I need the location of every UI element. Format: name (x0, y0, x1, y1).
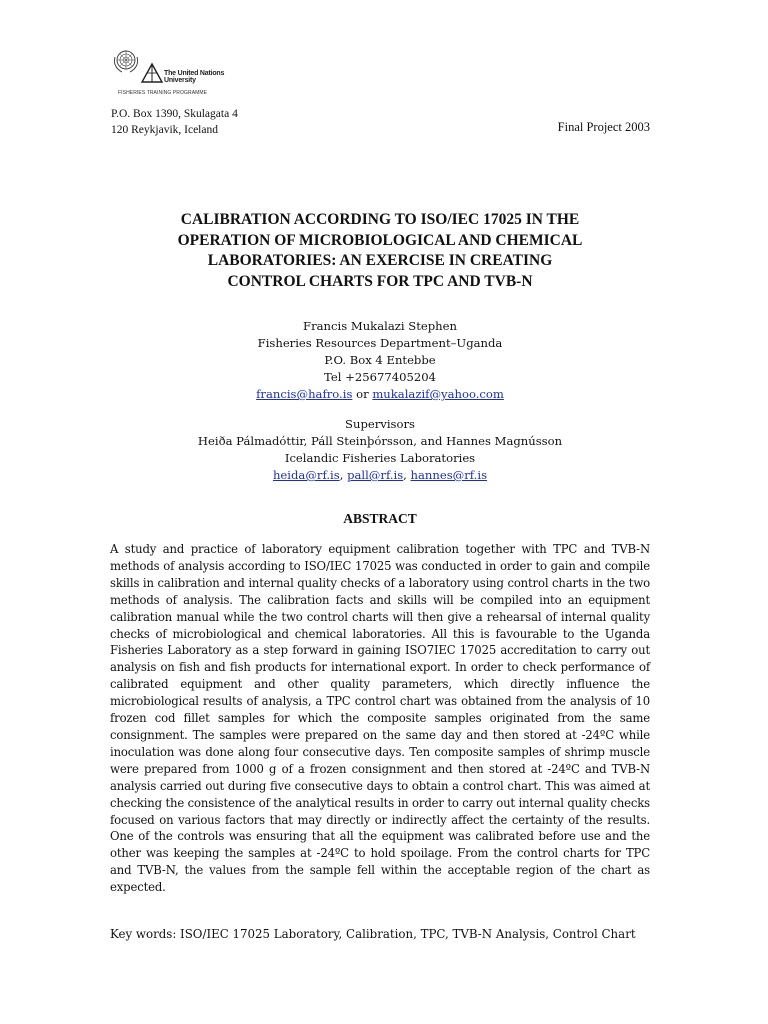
logo-org-name: The United Nations University (164, 70, 225, 84)
author-email-link-1[interactable]: francis@hafro.is (256, 387, 353, 401)
address-line-2: 120 Reykjavik, Iceland (111, 124, 218, 136)
author-block (110, 318, 650, 403)
supervisors-block (110, 416, 650, 484)
unu-ftp-logo (112, 48, 242, 100)
author-phone: Tel +25677405204 (324, 370, 436, 384)
author-po-box: P.O. Box 4 Entebbe (324, 353, 436, 367)
abstract-body: A study and practice of laboratory equipment calibration together with TPC and TVB-N methods of analysis according to ISO/IEC 17025 was conducted in order to gain and compile skills in calibration and internal quality checks of a laboratory using control charts in the two methods of analysis. The calibration facts and skills will be compiled into an equipment calibration manual while the two control charts will then give a rehearsal of internal quality checks of microbiological and chemical laboratories. All this is favourable to the Uganda Fisheries Laboratory as a step forward in gaining ISO7IEC 17025 accreditation to carry out analysis on fish and fish products for international export. In order to check performance of calibrated equipment and other quality parameters, which directly influence the microbiological results of analysis, a TPC control chart was obtained from the analysis of 10 frozen cod fillet samples for which the composite samples originated from the same consignment. The samples were prepared on the same day and then stored at -24ºC while inoculation was done along four consecutive days. Ten composite samples of shrimp muscle were prepared from 1000 g of a frozen consignment and then stored at -24ºC and TVB-N analysis carried out during five consecutive days to obtain a control chart. This was aimed at checking the consistence of the analytical results in order to carry out internal quality checks focused on various factors that may directly or indirectly affect the certainty of the results. One of the controls was ensuring that all the equipment was calibrated before use and the other was keeping the samples at -24ºC to hold spoilage. From the control charts for TPC and TVB-N, the values from the sample fell within the acceptable region of the chart as expected. (110, 542, 651, 895)
abstract-heading: ABSTRACT (343, 511, 417, 526)
supervisor-email-link-1[interactable]: heida@rf.is (272, 468, 340, 482)
author-emails: francis@hafro.is or mukalazif@yahoo.com (256, 387, 504, 401)
address-line-1: P.O. Box 1390, Skulagata 4 (111, 108, 238, 120)
document-title: CALIBRATION ACCORDING TO ISO/IEC 17025 IN THE OPERATION OF MICROBIOLOGICAL AND CHEMICAL LABORATORIES: AN EXERCISE IN CREATING CONTROL CHARTS FOR TPC AND TVB-N (177, 211, 583, 290)
supervisors-heading: Supervisors (345, 417, 415, 431)
author-email-link-2[interactable]: mukalazif@yahoo.com (372, 387, 504, 401)
keywords: Key words: ISO/IEC 17025 Laboratory, Calibration, TPC, TVB-N Analysis, Control Chart (110, 927, 636, 941)
supervisors-institution: Icelandic Fisheries Laboratories (284, 451, 476, 465)
supervisors-names: Heiða Pálmadóttir, Páll Steinþórsson, and Hannes Magnússon (197, 434, 563, 448)
author-name: Francis Mukalazi Stephen (303, 319, 457, 333)
author-department: Fisheries Resources Department–Uganda (257, 336, 503, 350)
supervisor-email-link-2[interactable]: pall@rf.is (347, 468, 404, 482)
project-label: Final Project 2003 (557, 120, 650, 134)
supervisors-emails: heida@rf.is, pall@rf.is, hannes@rf.is (272, 468, 488, 482)
logo-programme-name: FISHERIES TRAINING PROGRAMME (118, 90, 208, 96)
postal-address (111, 106, 238, 138)
supervisor-email-link-3[interactable]: hannes@rf.is (410, 468, 488, 482)
